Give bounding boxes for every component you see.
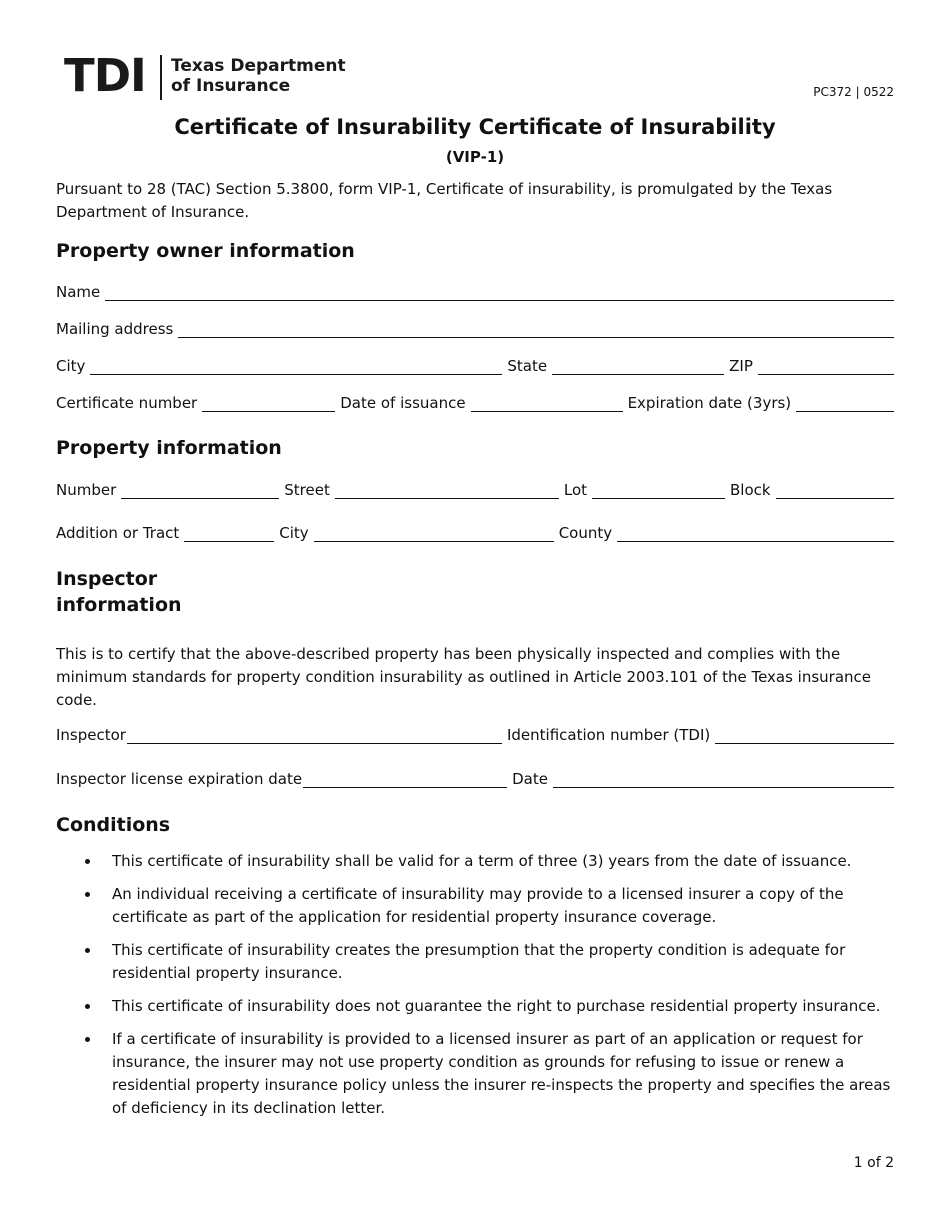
- identification-number-label: Identification number (TDI): [506, 726, 711, 744]
- street-field[interactable]: [335, 480, 559, 499]
- inspector-date-field[interactable]: [553, 769, 894, 788]
- document-title: Certificate of Insurability Certificate of Insurability: [174, 115, 776, 139]
- org-name-line2: of Insurance: [171, 76, 291, 96]
- list-item: This certificate of insurability shall be valid for a term of three (3) years from the date of issuance.: [56, 850, 896, 873]
- license-expiration-label: Inspector license expiration date: [56, 770, 303, 788]
- inspector-section-heading: [56, 566, 182, 618]
- inspector-field[interactable]: [127, 725, 502, 744]
- mailing-address-field[interactable]: [178, 319, 894, 338]
- number-label: Number: [56, 481, 117, 499]
- intro-paragraph: Pursuant to 28 (TAC) Section 5.3800, form VIP-1, Certificate of insurability, is promulgated by the Texas Department of Insurance.: [56, 180, 833, 221]
- property-section-heading: Property information: [56, 437, 282, 459]
- inspector-label: Inspector: [56, 726, 126, 744]
- county-field[interactable]: [617, 523, 894, 542]
- property-tract-row: [56, 523, 894, 542]
- lot-field[interactable]: [592, 480, 725, 499]
- bullet-icon: [85, 948, 90, 953]
- inspector-row: [56, 725, 894, 744]
- street-label: Street: [284, 481, 330, 499]
- zip-label: ZIP: [729, 357, 753, 375]
- org-name: [171, 56, 346, 96]
- tdi-logo: TDI: [64, 49, 146, 102]
- owner-name-row: [56, 282, 894, 301]
- state-field[interactable]: [552, 356, 724, 375]
- conditions-section-heading: Conditions: [56, 814, 171, 836]
- date-of-issuance-label: Date of issuance: [340, 394, 466, 412]
- list-item: An individual receiving a certificate of insurability may provide to a licensed insurer a copy of the certificate as part of the application for residential property insurance coverage.: [56, 883, 896, 929]
- owner-section-heading: Property owner information: [56, 240, 355, 262]
- expiration-date-label: Expiration date (3yrs): [627, 394, 792, 412]
- inspector-date-label: Date: [512, 770, 548, 788]
- property-city-field[interactable]: [314, 523, 554, 542]
- form-code: PC372 | 0522: [813, 85, 894, 99]
- zip-field[interactable]: [758, 356, 894, 375]
- license-expiration-field[interactable]: [303, 769, 507, 788]
- inspector-heading-line1: Inspector: [56, 568, 158, 590]
- org-name-line1: Texas Department: [171, 56, 346, 76]
- date-of-issuance-field[interactable]: [471, 393, 623, 412]
- bullet-icon: [85, 859, 90, 864]
- number-field[interactable]: [121, 480, 279, 499]
- document-subtitle: (VIP-1): [445, 148, 505, 166]
- list-item: This certificate of insurability creates the presumption that the property condition is adequate for residential property insurance.: [56, 939, 896, 985]
- name-field[interactable]: [105, 282, 894, 301]
- owner-city-row: [56, 356, 894, 375]
- inspector-license-row: [56, 769, 894, 788]
- addition-tract-field[interactable]: [184, 523, 274, 542]
- state-label: State: [507, 357, 548, 375]
- page-number: 1 of 2: [853, 1155, 894, 1171]
- logo-divider: [160, 55, 162, 100]
- owner-mailing-row: [56, 319, 894, 338]
- expiration-date-field[interactable]: [796, 393, 894, 412]
- addition-tract-label: Addition or Tract: [56, 524, 180, 542]
- identification-number-field[interactable]: [715, 725, 894, 744]
- certificate-number-label: Certificate number: [56, 394, 198, 412]
- bullet-icon: [85, 1037, 90, 1042]
- block-field[interactable]: [776, 480, 894, 499]
- property-address-row: [56, 480, 894, 499]
- bullet-icon: [85, 892, 90, 897]
- certify-paragraph: This is to certify that the above-described property has been physically inspected and complies with the minimum standards for property condition insurability as outlined in Article 2003.101 of the Texas insurance code.: [56, 645, 872, 709]
- property-city-label: City: [279, 524, 309, 542]
- owner-certificate-row: [56, 393, 894, 412]
- lot-label: Lot: [563, 481, 588, 499]
- inspector-heading-line2: information: [56, 594, 182, 616]
- name-label: Name: [56, 283, 101, 301]
- list-item: This certificate of insurability does not guarantee the right to purchase residential property insurance.: [56, 995, 896, 1018]
- county-label: County: [558, 524, 613, 542]
- block-label: Block: [730, 481, 771, 499]
- conditions-list: [56, 850, 896, 1130]
- bullet-icon: [85, 1004, 90, 1009]
- list-item: If a certificate of insurability is provided to a licensed insurer as part of an application or request for insurance, the insurer may not use property condition as grounds for refusing to issue or renew a residential property insurance policy unless the insurer re-inspects the property and specifies the areas of deficiency in its declination letter.: [56, 1028, 896, 1120]
- city-field[interactable]: [90, 356, 502, 375]
- certificate-number-field[interactable]: [202, 393, 335, 412]
- city-label: City: [56, 357, 86, 375]
- mailing-address-label: Mailing address: [56, 320, 174, 338]
